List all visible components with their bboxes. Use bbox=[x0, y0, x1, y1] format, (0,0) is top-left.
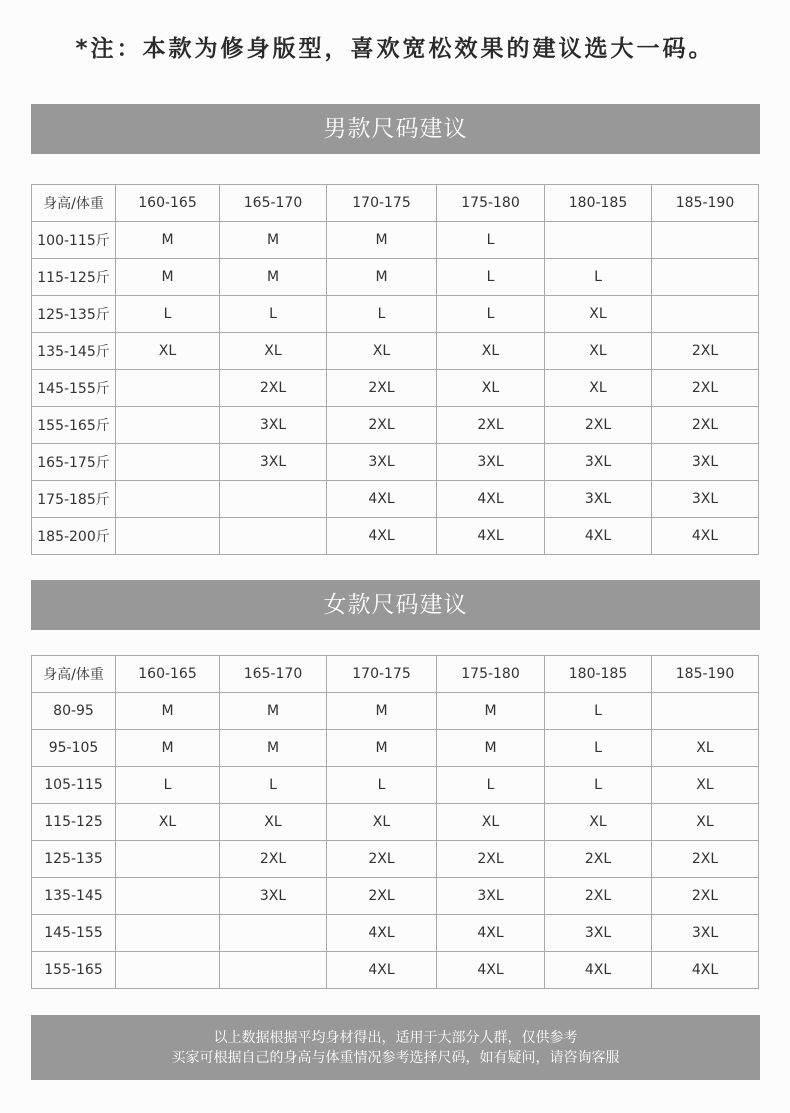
size-cell: 4XL bbox=[327, 915, 437, 952]
size-cell bbox=[116, 481, 220, 518]
table-row bbox=[32, 222, 759, 259]
size-cell: M bbox=[116, 222, 220, 259]
table-row bbox=[32, 259, 759, 296]
size-cell: 4XL bbox=[545, 518, 652, 555]
size-cell: L bbox=[220, 296, 327, 333]
size-cell: M bbox=[327, 730, 437, 767]
size-cell: XL bbox=[220, 333, 327, 370]
size-cell bbox=[116, 952, 220, 989]
size-cell: 3XL bbox=[652, 444, 759, 481]
disclaimer-footer bbox=[31, 1015, 760, 1080]
size-cell: XL bbox=[327, 804, 437, 841]
size-cell: 3XL bbox=[220, 444, 327, 481]
size-cell: 4XL bbox=[437, 952, 545, 989]
weight-cell: 105-115 bbox=[32, 767, 116, 804]
table-row bbox=[32, 804, 759, 841]
table-row bbox=[32, 444, 759, 481]
size-cell bbox=[220, 915, 327, 952]
size-cell: 2XL bbox=[652, 370, 759, 407]
weight-cell: 100-115斤 bbox=[32, 222, 116, 259]
size-cell bbox=[116, 370, 220, 407]
size-cell: M bbox=[116, 693, 220, 730]
weight-cell: 155-165 bbox=[32, 952, 116, 989]
size-cell: XL bbox=[652, 767, 759, 804]
header-cell: 175-180 bbox=[437, 185, 545, 222]
size-cell bbox=[652, 259, 759, 296]
table-row bbox=[32, 481, 759, 518]
weight-cell: 125-135 bbox=[32, 841, 116, 878]
weight-cell: 185-200斤 bbox=[32, 518, 116, 555]
size-cell: L bbox=[437, 296, 545, 333]
size-cell: 4XL bbox=[652, 518, 759, 555]
size-cell: 2XL bbox=[220, 841, 327, 878]
size-cell: 2XL bbox=[327, 407, 437, 444]
size-cell: M bbox=[220, 730, 327, 767]
header-cell: 165-170 bbox=[220, 185, 327, 222]
table-header-row bbox=[32, 185, 759, 222]
size-cell: 2XL bbox=[652, 407, 759, 444]
table-row bbox=[32, 693, 759, 730]
weight-cell: 80-95 bbox=[32, 693, 116, 730]
men-size-title: 男款尺码建议 bbox=[31, 104, 760, 154]
weight-cell: 135-145 bbox=[32, 878, 116, 915]
table-row bbox=[32, 878, 759, 915]
header-cell: 165-170 bbox=[220, 656, 327, 693]
size-cell: 4XL bbox=[652, 952, 759, 989]
table-row bbox=[32, 767, 759, 804]
weight-cell: 175-185斤 bbox=[32, 481, 116, 518]
size-cell: M bbox=[220, 259, 327, 296]
disclaimer-line-1: 以上数据根据平均身材得出，适用于大部分人群，仅供参考 bbox=[213, 1029, 578, 1046]
size-cell: 2XL bbox=[652, 878, 759, 915]
size-cell: L bbox=[545, 693, 652, 730]
size-cell: 3XL bbox=[545, 444, 652, 481]
size-cell: 2XL bbox=[327, 841, 437, 878]
size-cell: 2XL bbox=[545, 841, 652, 878]
size-cell: XL bbox=[545, 804, 652, 841]
size-cell: 3XL bbox=[220, 878, 327, 915]
size-cell bbox=[220, 481, 327, 518]
women-size-title: 女款尺码建议 bbox=[31, 580, 760, 630]
size-cell: 3XL bbox=[327, 444, 437, 481]
header-cell: 180-185 bbox=[545, 656, 652, 693]
size-cell: 4XL bbox=[327, 952, 437, 989]
size-cell: XL bbox=[652, 804, 759, 841]
size-cell: 2XL bbox=[545, 878, 652, 915]
size-cell: 4XL bbox=[437, 915, 545, 952]
fit-notice: *注：本款为修身版型，喜欢宽松效果的建议选大一码。 bbox=[75, 36, 715, 62]
size-cell: XL bbox=[437, 333, 545, 370]
table-row bbox=[32, 518, 759, 555]
size-cell: M bbox=[116, 730, 220, 767]
size-cell: XL bbox=[327, 333, 437, 370]
table-row bbox=[32, 370, 759, 407]
size-cell: 3XL bbox=[545, 915, 652, 952]
size-cell: 2XL bbox=[327, 878, 437, 915]
size-cell: L bbox=[327, 767, 437, 804]
header-cell: 180-185 bbox=[545, 185, 652, 222]
size-cell: L bbox=[437, 222, 545, 259]
size-cell: 2XL bbox=[437, 407, 545, 444]
table-row bbox=[32, 333, 759, 370]
size-cell: XL bbox=[116, 804, 220, 841]
size-cell: L bbox=[545, 767, 652, 804]
weight-cell: 145-155 bbox=[32, 915, 116, 952]
table-row bbox=[32, 952, 759, 989]
table-row bbox=[32, 296, 759, 333]
size-cell: L bbox=[545, 730, 652, 767]
women-size-table bbox=[31, 655, 759, 989]
size-cell: M bbox=[327, 693, 437, 730]
men-size-table bbox=[31, 184, 759, 555]
size-cell bbox=[545, 222, 652, 259]
size-cell: M bbox=[220, 222, 327, 259]
size-cell bbox=[116, 518, 220, 555]
header-cell: 身高/体重 bbox=[32, 656, 116, 693]
size-cell: 3XL bbox=[437, 878, 545, 915]
table-header-row bbox=[32, 656, 759, 693]
size-cell: XL bbox=[437, 804, 545, 841]
size-cell bbox=[116, 444, 220, 481]
table-row bbox=[32, 407, 759, 444]
size-cell bbox=[116, 915, 220, 952]
header-cell: 185-190 bbox=[652, 185, 759, 222]
size-cell bbox=[652, 693, 759, 730]
weight-cell: 145-155斤 bbox=[32, 370, 116, 407]
size-cell: 2XL bbox=[545, 407, 652, 444]
header-cell: 185-190 bbox=[652, 656, 759, 693]
size-cell: 4XL bbox=[327, 481, 437, 518]
table-row bbox=[32, 841, 759, 878]
size-cell: 4XL bbox=[327, 518, 437, 555]
size-cell: 2XL bbox=[437, 841, 545, 878]
header-cell: 175-180 bbox=[437, 656, 545, 693]
size-cell bbox=[116, 878, 220, 915]
size-cell: L bbox=[437, 259, 545, 296]
size-cell: 3XL bbox=[545, 481, 652, 518]
size-cell bbox=[220, 952, 327, 989]
table-row bbox=[32, 915, 759, 952]
size-cell bbox=[652, 222, 759, 259]
size-cell: XL bbox=[220, 804, 327, 841]
size-cell: 2XL bbox=[652, 333, 759, 370]
size-cell: M bbox=[327, 222, 437, 259]
header-cell: 170-175 bbox=[327, 185, 437, 222]
size-cell: M bbox=[327, 259, 437, 296]
header-cell: 身高/体重 bbox=[32, 185, 116, 222]
size-cell: 4XL bbox=[437, 481, 545, 518]
size-cell bbox=[652, 296, 759, 333]
size-cell: XL bbox=[545, 296, 652, 333]
size-cell: 3XL bbox=[437, 444, 545, 481]
header-cell: 160-165 bbox=[116, 185, 220, 222]
size-cell: 2XL bbox=[327, 370, 437, 407]
size-cell: M bbox=[220, 693, 327, 730]
weight-cell: 95-105 bbox=[32, 730, 116, 767]
header-cell: 160-165 bbox=[116, 656, 220, 693]
size-cell: XL bbox=[437, 370, 545, 407]
size-cell: M bbox=[437, 730, 545, 767]
size-cell: 4XL bbox=[545, 952, 652, 989]
size-cell: 3XL bbox=[652, 915, 759, 952]
size-cell: XL bbox=[545, 370, 652, 407]
size-cell: M bbox=[437, 693, 545, 730]
size-cell: XL bbox=[545, 333, 652, 370]
disclaimer-line-2: 买家可根据自己的身高与体重情况参考选择尺码，如有疑问，请咨询客服 bbox=[171, 1049, 620, 1066]
weight-cell: 155-165斤 bbox=[32, 407, 116, 444]
size-cell bbox=[116, 407, 220, 444]
size-cell: L bbox=[220, 767, 327, 804]
size-cell: L bbox=[116, 296, 220, 333]
size-cell bbox=[116, 841, 220, 878]
size-cell bbox=[220, 518, 327, 555]
weight-cell: 125-135斤 bbox=[32, 296, 116, 333]
size-cell: XL bbox=[652, 730, 759, 767]
size-cell: 3XL bbox=[220, 407, 327, 444]
weight-cell: 135-145斤 bbox=[32, 333, 116, 370]
size-cell: 4XL bbox=[437, 518, 545, 555]
size-cell: L bbox=[327, 296, 437, 333]
size-cell: L bbox=[545, 259, 652, 296]
size-cell: L bbox=[116, 767, 220, 804]
size-cell: XL bbox=[116, 333, 220, 370]
size-cell: M bbox=[116, 259, 220, 296]
header-cell: 170-175 bbox=[327, 656, 437, 693]
weight-cell: 165-175斤 bbox=[32, 444, 116, 481]
weight-cell: 115-125 bbox=[32, 804, 116, 841]
size-cell: L bbox=[437, 767, 545, 804]
size-cell: 2XL bbox=[652, 841, 759, 878]
size-cell: 3XL bbox=[652, 481, 759, 518]
weight-cell: 115-125斤 bbox=[32, 259, 116, 296]
table-row bbox=[32, 730, 759, 767]
size-cell: 2XL bbox=[220, 370, 327, 407]
